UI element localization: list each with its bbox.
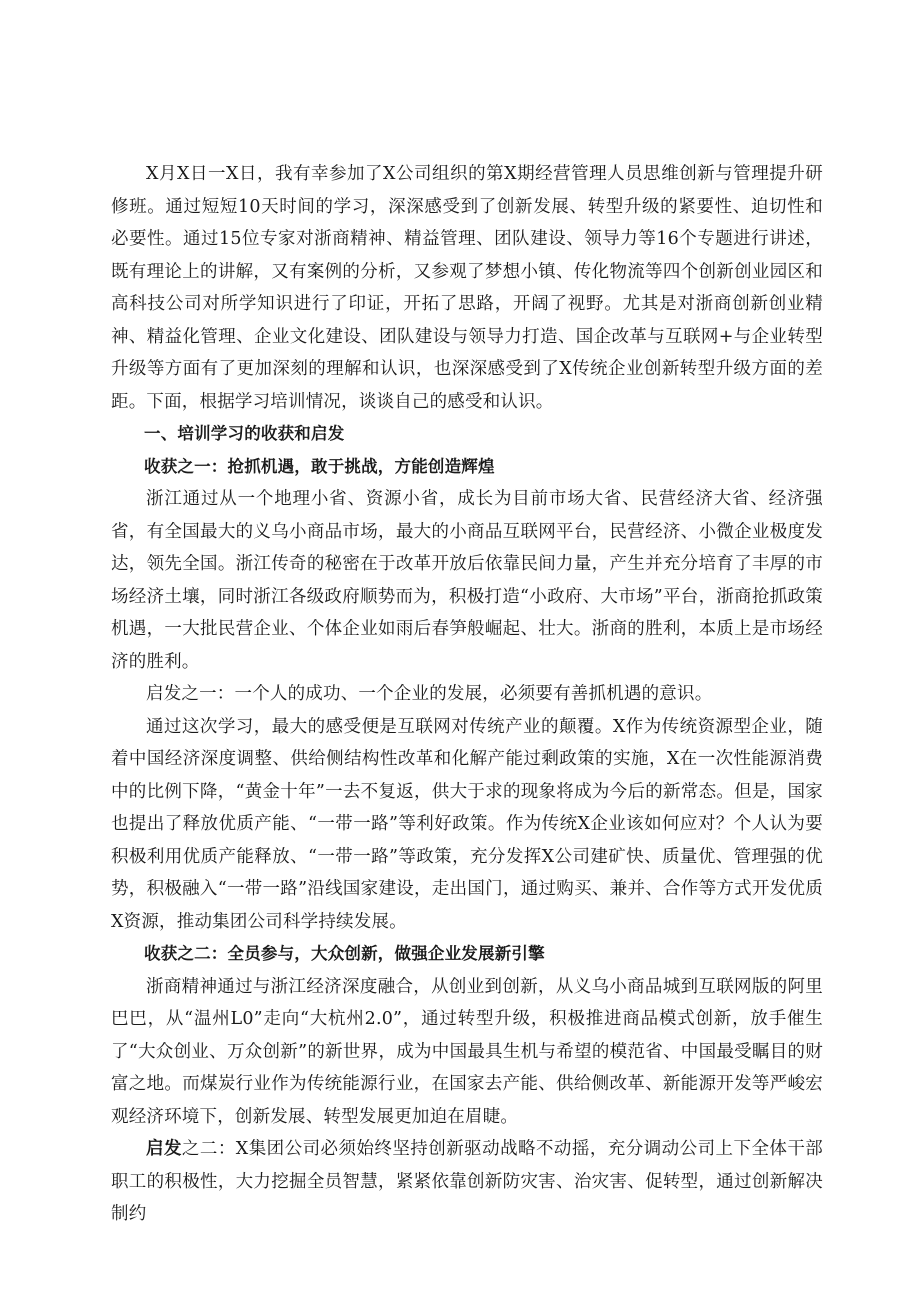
insight-one-paragraph	[111, 678, 823, 711]
gain-two-paragraph: 浙商精神通过与浙江经济深度融合，从创业到创新，从义乌小商品城到互联网版的阿里巴巴，从“温州L0”走向“大杭州2.0”，通过转型升级，积极推进商品模式创新，放手催生了“大众创业、万众创新”的新世界，成为中国最具生机与希望的模范省、中国最受瞩目的财富之地。而煤炭行业作为传统能源行业，在国家去产能、供给侧改革、新能源开发等严峻宏观经济环境下，创新发展、转型发展更加迫在眉睫。	[111, 976, 823, 1127]
insight-two-paragraph	[111, 1133, 823, 1231]
insight-one-body-paragraph: 通过这次学习，最大的感受便是互联网对传统产业的颠覆。X作为传统资源型企业，随着中国经济深度调整、供给侧结构性改革和化解产能过剩政策的实施，X在一次性能源消费中的比例下降，“黄金十年”一去不复返，供大于求的现象将成为今后的新常态。但是，国家也提出了释放优质产能、“一带一路”等利好政策。作为传统X企业该如何应对？个人认为要积极利用优质产能释放、“一带一路”等政策，充分发挥X公司建矿快、质量优、管理强的优势，积极融入“一带一路”沿线国家建设，走出国门，通过购买、兼并、合作等方式开发优质X资源，推动集团公司科学持续发展。	[111, 716, 823, 932]
document-page	[111, 158, 823, 1231]
insight-two-label: 启发	[146, 1139, 182, 1159]
insight-two-text: 之二：X集团公司必须始终坚持创新驱动战略不动摇，充分调动公司上下全体干部职工的积极性，大力挖掘全员智慧，紧紧依靠创新防灾害、治灾害、促转型，通过创新解决制约	[111, 1139, 824, 1224]
insight-one-text: 之一：一个人的成功、一个企业的发展，必须要有善抓机遇的意识。	[181, 684, 713, 704]
gain-two-heading: 收获之二：全员参与，大众创新，做强企业发展新引擎	[144, 944, 545, 963]
section-heading: 一、培训学习的收获和启发	[144, 424, 345, 443]
gain-one-heading: 收获之一：抢抓机遇，敢于挑战，方能创造辉煌	[144, 456, 495, 476]
gain-one-paragraph: 浙江通过从一个地理小省、资源小省，成长为目前市场大省、民营经济大省、经济强省，有全国最大的义乌小商品市场，最大的小商品互联网平台，民营经济、小微企业极度发达，领先全国。浙江传奇的秘密在于改革开放后依靠民间力量，产生并充分培育了丰厚的市场经济土壤，同时浙江各级政府顺势而为，积极打造“小政府、大市场”平台，浙商抢抓政策机遇，一大批民营企业、个体企业如雨后春笋般崛起、壮大。浙商的胜利，本质上是市场经济的胜利。	[111, 489, 823, 672]
intro-paragraph: X月X日一X日，我有幸参加了X公司组织的第X期经营管理人员思维创新与管理提升研修班。通过短短10天时间的学习，深深感受到了创新发展、转型升级的紧要性、迫切性和必要性。通过15位专家对浙商精神、精益管理、团队建设、领导力等16个专题进行讲述，既有理论上的讲解，又有案例的分析，又参观了梦想小镇、传化物流等四个创新创业园区和高科技公司对所学知识进行了印证，开拓了思路，开阔了视野。尤其是对浙商创新创业精神、精益化管理、企业文化建设、团队建设与领导力打造、国企改革与互联网+与企业转型升级等方面有了更加深刻的理解和认识，也深深感受到了X传统企业创新转型升级方面的差距。下面，根据学习培训情况，谈谈自己的感受和认识。	[111, 164, 823, 412]
insight-one-label: 启发	[146, 684, 182, 704]
